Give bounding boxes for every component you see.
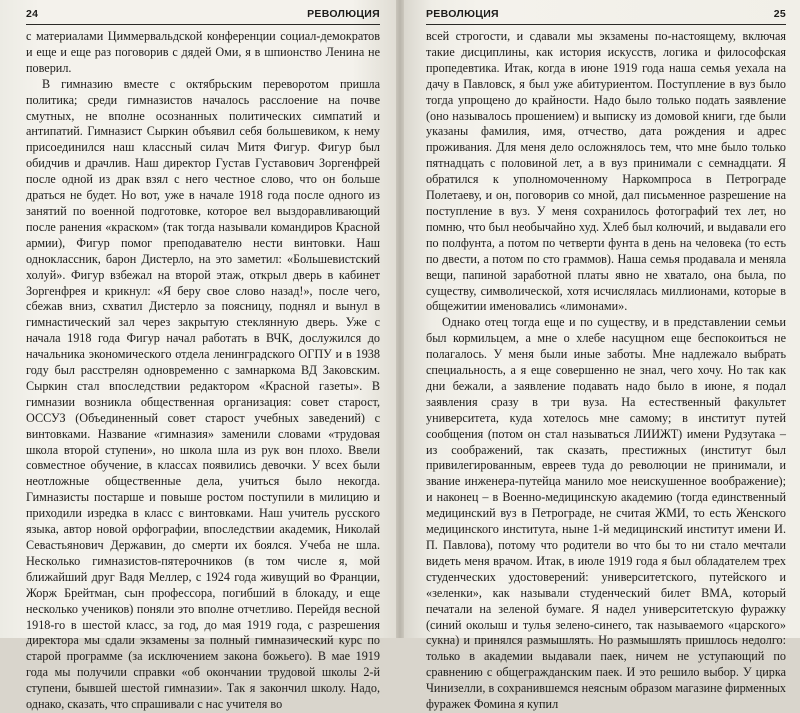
left-running-head: РЕВОЛЮЦИЯ xyxy=(307,8,380,20)
left-page xyxy=(0,0,400,712)
right-page-text xyxy=(426,29,786,713)
paragraph: с материалами Циммервальдской конференции социал-демократов и еще и еще раз поговорив с дядей Оми, я в шпионство Ленина не поверил. xyxy=(26,29,380,75)
right-page-header xyxy=(426,8,786,25)
right-page xyxy=(400,0,800,712)
paragraph: В гимназию вместе с октябрьским переворотом пришла политика; среди гимназистов началось расслоение на почве смутных, не вполне осознанных политических симпатий и антипатий. Гимназист Сыркин объявил себя большевиком, к нему присоединился наш классный силач Митя Фигур. Фигур был обидчив и драчлив. Наш директор Густав Густавович Зоргенфрей после одной из драк взял с него честное слово, что он больше драться не будет. Но вот, уже в начале 1918 года после одного из занятий по военной подготовке, которое вел выздоравливающий после ранения «краском» (так тогда называли командиров Красной армии), Фигур помог преподавателю нести винтовки. Наш одноклассник, барон Дистерло, на это заметил: «Большевистский холуй». Фигур взбежал на второй этаж, открыл дверь в кабинет Зоргенфрея и крикнул: «Я беру свое слово назад!», после чего, сбежав вниз, схватил Дистерло за поясницу, поднял и вынул в гимнастический зал через закрытую стеклянную дверь. Уже с начала 1918 года Фигур начал работать в ВЧК, дослужился до начальника экономического отдела ленинградского ОГПУ и в 1938 году был расстрелян одновременно с замнаркома ВД Заковским. Сыркин стал впоследствии редактором «Красной газеты». В гимназии возникла общественная организация: совет старост, ОССУЗ (Объединенный совет старост учебных заведений) с винтовками. Название «гимназия» заменили словами «трудовая школа второй ступени», но школа шла из рук вон плохо. Ввели совместное обучение, в классах появились девочки. У всех были неотложные общественные дела, учиться было некогда. Гимназисты постарше и повыше ростом поступили в милицию и приходили изредка в класс с винтовками. Наш учитель русского языка, автор новой орфографии, впоследствии академик, Николай Севастьянович Державин, до смерти их боялся. Учеба не шла. Несколько гимназистов-пятерочников (в том числе я, мой ближайший друг Вадя Меллер, с 1924 года живущий во Франции, Жорж Брейтман, сын профессора, погибший в блокаду, и еще несколько учеников) поняли это вполне отчетливо. Перейдя весной 1918-го в шестой класс, за год, до мая 1919 года, с разрешения директора мы сдали экзамены за полный гимназический курс по старой программе (за исключением закона божьего). В мае 1919 года мы получили справки «об окончании трудовой школы 2-й ступени, бывшей шестой гимназии». Так я закончил школу. Надо, однако, сказать, что спрашивали с нас учителя во xyxy=(26,76,380,712)
left-page-text xyxy=(26,29,380,713)
left-page-number: 24 xyxy=(26,8,39,20)
right-page-number: 25 xyxy=(773,8,786,20)
book-gutter xyxy=(396,0,404,638)
paragraph: всей строгости, и сдавали мы экзамены по-настоящему, включая такие дисциплины, как история искусств, логика и философская пропедевтика. Итак, когда в июне 1919 года наша семья уехала на дачу в Павловск, я был уже абитуриентом. Поступление в вуз было тогда упрощено до крайности. Надо было только подать заявление (оно называлось прошением) и выписку из домовой книги, где были указаны фамилия, имя, отчество, дата рождения и адрес проживания. Для меня дело осложнялось тем, что мне было только пятнадцать с половиной лет, а в вуз принимали с семнадцати. Я обратился к уполномоченному Наркомпроса в Петрограде Полетаеву, и он, поговорив со мной, дал письменное разрешение на поступление в вуз. У меня сохранилось фотографий тех лет, но помню, что был необычайно худ. Хлеб был колючий, и выдавали его по полфунта, а потом по четверти фунта в день на человека (то есть по двести, а потом по сто граммов). Наша семья продавала и меняла вещи, папиной заработной платы явно не хватало, она была, по существу, символической, хотя исчислялась миллионами, которые в общежитии именовались «лимонами». xyxy=(426,29,786,314)
left-page-header xyxy=(26,8,380,25)
paragraph: Однако отец тогда еще и по существу, и в представлении семьи был кормильцем, а мне о хлебе насущном еще беспокоиться не полагалось. У меня были иные заботы. Мне надлежало выбрать специальность, а я еще совершенно не знал, чего хочу. Но так как дни бежали, а заявление подавать надо было в июне, я подал заявления сразу в три вуза. На естественный факультет университета, куда хотелось мне самому; в институт путей сообщения (потом он стал называться ЛИИЖТ) имени Рудзутака – из соображений, так сказать, престижных (институт был привилегированным, евреев туда до революции не принимали, и звание инженера-путейца манило мое неискушенное воображение); и наконец – в Военно-медицинскую академию (тогда единственный медицинский вуз в Петрограде, не считая ЖМИ, то есть Женского медицинского института, ныне 1-й медицинский институт имени И. П. Павлова), потому что родители во что бы то ни стало мечтали видеть меня врачом. Итак, в июле 1919 года я был обладателем трех студенческих удостоверений: университетского, путейского и «зеленки», как называли студенческий билет ВМА, который печатали на зеленой бумаге. Я надел университетскую фуражку (синий околыш и тулья зелено-синего, так называемого «царского» сукна) и принялся размышлять. Но размышлять пришлось недолго: только в академии выдавали паек, ничем не уступающий по сравнению с общегражданским паек. И это решило выбор. У цирка Чинизелли, в сохранившемся неясным образом магазине фирменных фуражек Фомина я купил xyxy=(426,315,786,712)
right-running-head: РЕВОЛЮЦИЯ xyxy=(426,8,499,20)
